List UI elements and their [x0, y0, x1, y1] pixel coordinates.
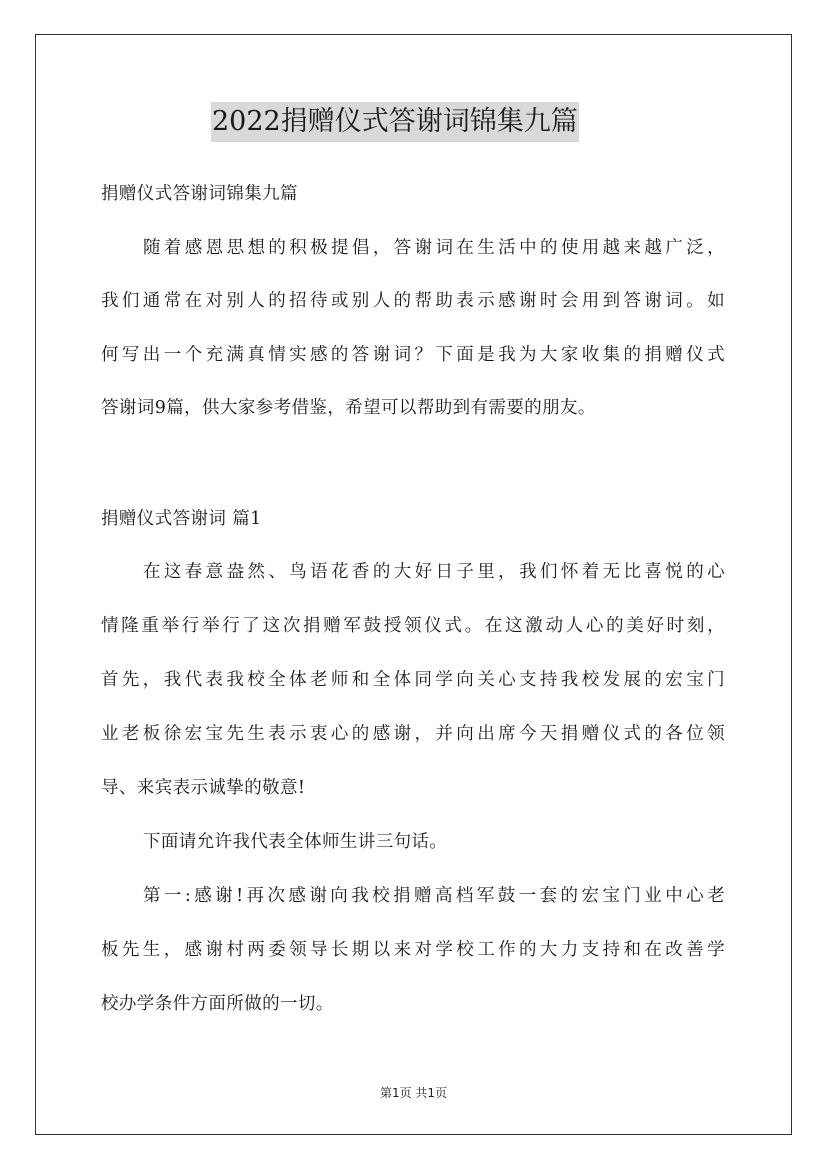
paragraph-line: 首先，我代表我校全体老师和全体同学向关心支持我校发展的宏宝门: [101, 670, 725, 690]
paragraph-line: 第一:感谢!再次感谢向我校捐赠高档军鼓一套的宏宝门业中心老: [143, 886, 725, 906]
paragraph-line: 在这春意盎然、鸟语花香的大好日子里，我们怀着无比喜悦的心: [143, 562, 725, 582]
paragraph-line: 板先生，感谢村两委领导长期以来对学校工作的大力支持和在改善学: [101, 940, 725, 960]
section-heading: 捐赠仪式答谢词 篇1: [101, 509, 262, 529]
paragraph-line: 业老板徐宏宝先生表示衷心的感谢，并向出席今天捐赠仪式的各位领: [101, 724, 725, 744]
paragraph-line: 导、来宾表示诚挚的敬意!: [101, 778, 306, 798]
document-title: 2022捐赠仪式答谢词锦集九篇: [211, 102, 579, 142]
document-subtitle: 捐赠仪式答谢词锦集九篇: [101, 184, 298, 204]
intro-line: 随着感恩思想的积极提倡，答谢词在生活中的使用越来越广泛，: [143, 238, 725, 258]
paragraph-line: 情隆重举行举行了这次捐赠军鼓授领仪式。在这激动人心的美好时刻，: [101, 616, 725, 636]
page-number: 第1页 共1页: [379, 1086, 448, 1100]
paragraph-line: 下面请允许我代表全体师生讲三句话。: [143, 832, 448, 852]
intro-line: 答谢词9篇，供大家参考借鉴，希望可以帮助到有需要的朋友。: [101, 398, 596, 418]
paragraph-line: 校办学条件方面所做的一切。: [101, 994, 334, 1014]
intro-line: 何写出一个充满真情实感的答谢词？下面是我为大家收集的捐赠仪式: [101, 345, 725, 365]
intro-line: 我们通常在对别人的招待或别人的帮助表示感谢时会用到答谢词。如: [101, 291, 725, 311]
